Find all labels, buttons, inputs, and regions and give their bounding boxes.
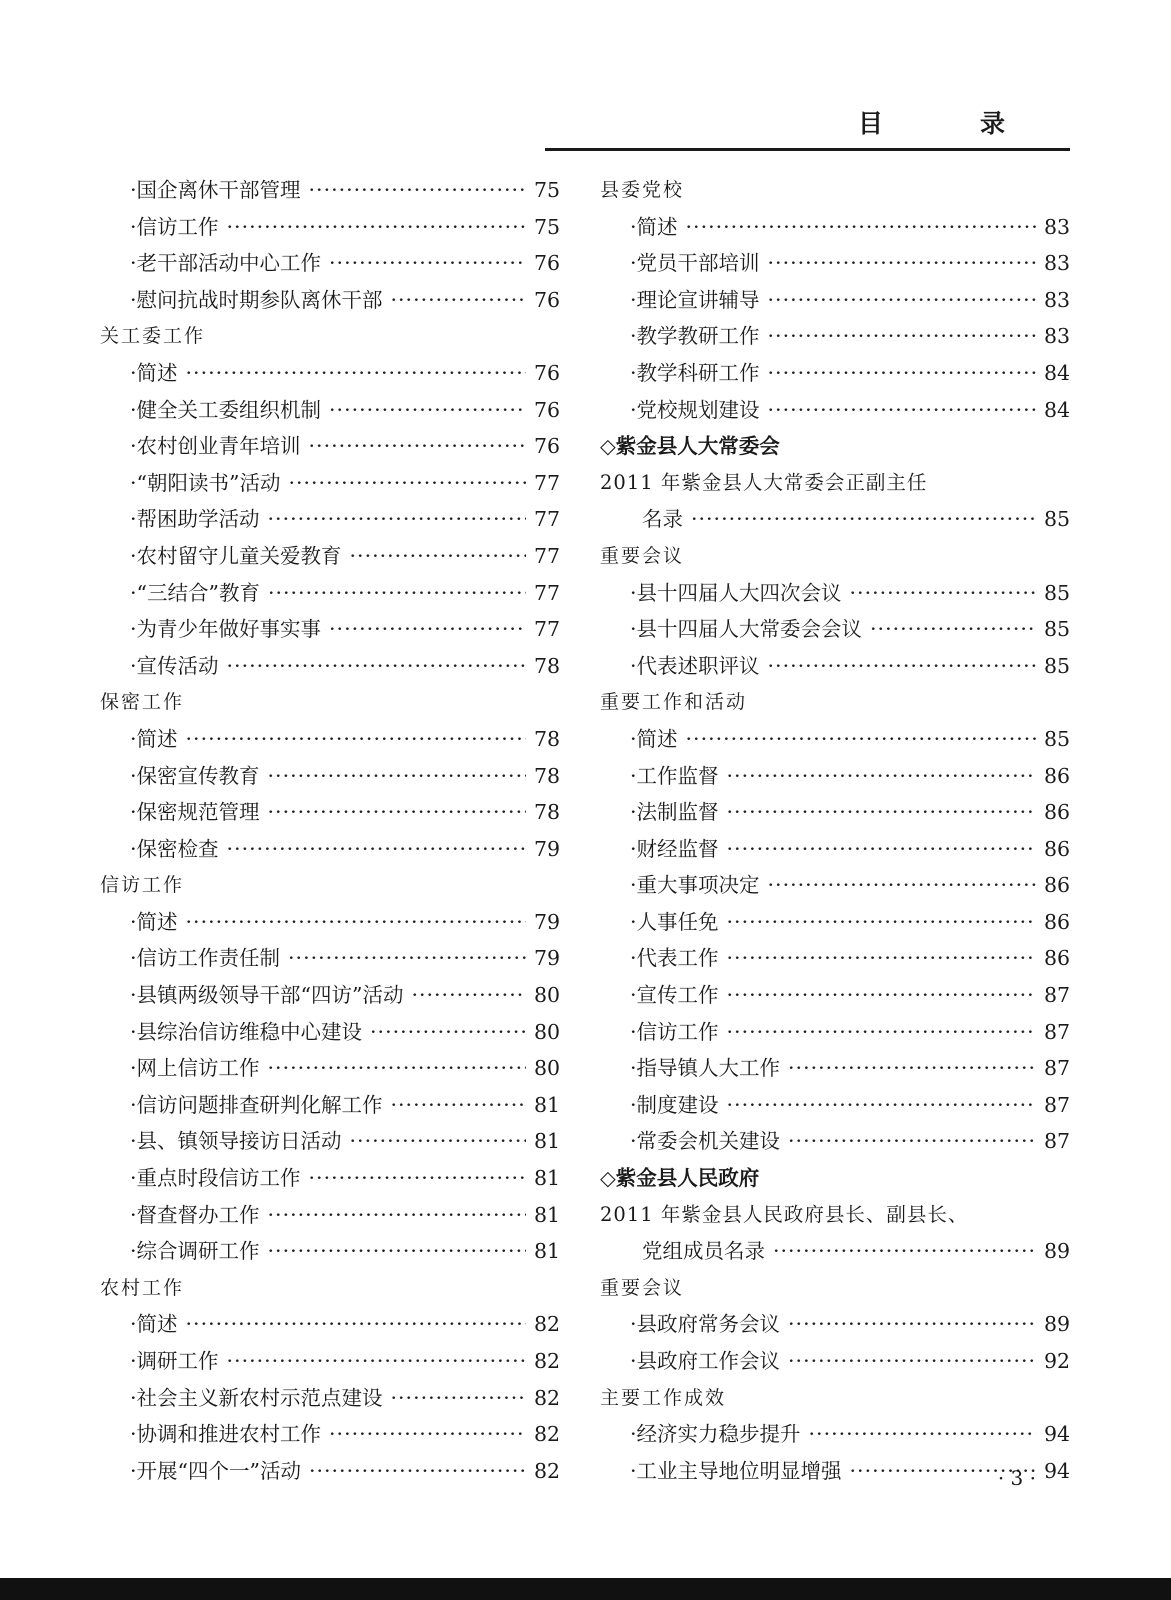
toc-entry-label: ·农村创业青年培训	[130, 434, 301, 459]
toc-page-number: 85	[1044, 507, 1071, 532]
toc-entry	[600, 1343, 1070, 1380]
toc-entry	[100, 282, 560, 319]
toc-entry-label: ·财经监督	[630, 836, 719, 861]
toc-leader-dots	[727, 1087, 1036, 1124]
toc-leader-dots	[768, 355, 1036, 392]
toc-leader-dots	[768, 245, 1036, 282]
toc-entry-label: 名录	[642, 507, 683, 532]
toc-entry-label: ·老干部活动中心工作	[130, 251, 322, 276]
toc-page-number: 77	[534, 507, 561, 532]
toc-entry-label: ·保密宣传教育	[130, 763, 260, 788]
toc-entry	[100, 501, 560, 538]
toc-page-number: 77	[534, 617, 561, 642]
toc-entry-label: ·教学教研工作	[630, 324, 760, 349]
toc-leader-dots	[370, 1014, 526, 1051]
toc-entry	[100, 465, 560, 502]
toc-page-number: 83	[1044, 287, 1071, 312]
toc-leader-dots	[268, 1197, 526, 1234]
toc-entry-label: ·代表工作	[630, 946, 719, 971]
toc-entry	[600, 831, 1070, 868]
toc-leader-dots	[727, 831, 1036, 868]
toc-entry-label: ·县政府常务会议	[630, 1312, 781, 1337]
toc-heading: 重要工作和活动	[600, 691, 748, 714]
toc-leader-dots	[329, 392, 526, 429]
toc-page-number: 86	[1044, 873, 1071, 898]
toc-leader-dots	[268, 1233, 526, 1270]
toc-entry-label: ·简述	[630, 214, 678, 239]
toc-entry-label: ·社会主义新农村示范点建设	[130, 1385, 383, 1410]
toc-leader-dots	[186, 904, 526, 941]
toc-entry	[100, 648, 560, 685]
toc-entry	[100, 1233, 560, 1270]
toc-heading: 县委党校	[600, 179, 685, 201]
toc-heading: 信访工作	[100, 874, 185, 897]
toc-page-number: 80	[534, 983, 561, 1008]
toc-entry-label: ·国企离休干部管理	[130, 178, 301, 202]
toc-entry-label: ·工业主导地位明显增强	[630, 1458, 842, 1483]
toc-leader-dots	[268, 1050, 526, 1087]
toc-leader-dots	[268, 794, 526, 831]
toc-leader-dots	[768, 648, 1036, 685]
toc-heading: 主要工作成效	[600, 1386, 727, 1409]
toc-entry	[600, 904, 1070, 941]
toc-leader-dots	[227, 831, 526, 868]
toc-entry	[600, 1306, 1070, 1343]
toc-page-number: 77	[534, 580, 561, 605]
toc-leader-dots	[350, 538, 526, 575]
toc-leader-dots	[391, 1087, 526, 1124]
toc-entry	[100, 1306, 560, 1343]
toc-page-number: 81	[534, 1092, 561, 1117]
toc-entry-label: ·农村留守儿童关爱教育	[130, 543, 342, 568]
toc-page-number: 79	[534, 909, 561, 934]
toc-page-number: 82	[534, 1312, 561, 1337]
toc-leader-dots	[686, 721, 1036, 758]
toc-heading: 重要会议	[600, 1276, 685, 1299]
toc-entry	[100, 904, 560, 941]
toc-page-number: 77	[534, 470, 561, 495]
toc-entry-label: ·人事任免	[630, 909, 719, 934]
toc-page-number: 86	[1044, 763, 1071, 788]
toc-entry-label: ·指导镇人大工作	[630, 1056, 781, 1081]
toc-entry	[100, 575, 560, 612]
toc-entry	[100, 1343, 560, 1380]
toc-heading: 农村工作	[100, 1276, 185, 1299]
toc-leader-dots	[329, 1416, 526, 1453]
toc-right-column	[600, 172, 1070, 1489]
toc-leader-dots	[288, 465, 526, 502]
toc-leader-dots	[727, 977, 1036, 1014]
toc-leader-dots	[268, 575, 526, 612]
toc-page-number: 80	[534, 1056, 561, 1081]
toc-entry	[600, 282, 1070, 319]
toc-entry	[600, 794, 1070, 831]
toc-page-number: 84	[1044, 397, 1071, 422]
toc-entry-label: ·健全关工委组织机制	[130, 397, 322, 422]
toc-leader-dots	[727, 794, 1036, 831]
toc-page-number: 94	[1044, 1422, 1071, 1447]
toc-leader-dots	[788, 1343, 1036, 1380]
toc-entry-label: ·重大事项决定	[630, 873, 760, 898]
toc-entry	[600, 721, 1070, 758]
toc-heading: 重要会议	[600, 544, 685, 567]
toc-entry	[600, 611, 1070, 648]
toc-leader-dots	[309, 1160, 526, 1197]
toc-page-number: 82	[534, 1422, 561, 1447]
toc-entry	[600, 758, 1070, 795]
toc-entry-label: ·县、镇领导接访日活动	[130, 1129, 342, 1154]
toc-leader-dots	[227, 648, 526, 685]
toc-entry-label: ·县综治信访维稳中心建设	[130, 1019, 363, 1044]
toc-entry-label: ·党校规划建设	[630, 397, 760, 422]
scan-edge-border	[0, 1578, 1171, 1600]
toc-page-number: 82	[534, 1458, 561, 1483]
toc-entry-label: ·综合调研工作	[130, 1239, 260, 1264]
toc-entry	[600, 1416, 1070, 1453]
toc-entry	[100, 758, 560, 795]
toc-entry	[600, 1087, 1070, 1124]
toc-entry-label: ·简述	[130, 1312, 178, 1337]
toc-entry	[600, 501, 1070, 538]
toc-entry	[600, 648, 1070, 685]
toc-entry-label: ·协调和推进农村工作	[130, 1422, 322, 1447]
toc-leader-dots	[186, 721, 526, 758]
toc-entry-label: ·简述	[130, 726, 178, 751]
toc-page-number: 75	[534, 178, 561, 202]
toc-entry-label: ·理论宣讲辅导	[630, 287, 760, 312]
toc-entry-label: ·重点时段信访工作	[130, 1166, 301, 1191]
toc-leader-dots	[773, 1233, 1036, 1270]
toc-entry-label: ·宣传工作	[630, 983, 719, 1008]
toc-leader-dots	[809, 1416, 1036, 1453]
toc-page-number: 79	[534, 946, 561, 971]
toc-entry	[100, 245, 560, 282]
toc-entry	[100, 831, 560, 868]
toc-entry	[600, 867, 1070, 904]
toc-leader-dots	[411, 977, 526, 1014]
toc-leader-dots	[686, 209, 1036, 246]
toc-page-number: 82	[534, 1385, 561, 1410]
toc-leader-dots	[329, 611, 526, 648]
toc-leader-dots	[727, 758, 1036, 795]
toc-page-number: 94	[1044, 1458, 1071, 1483]
toc-page-number: 85	[1044, 617, 1071, 642]
toc-entry-label: ·宣传活动	[130, 653, 219, 678]
toc-page-number: 87	[1044, 983, 1071, 1008]
toc-entry-label: ·简述	[630, 726, 678, 751]
toc-leader-dots	[768, 392, 1036, 429]
toc-entry	[100, 355, 560, 392]
toc-leader-dots	[309, 172, 526, 209]
toc-entry-label: ·保密检查	[130, 836, 219, 861]
toc-entry-label: ·开展“四个一”活动	[130, 1458, 301, 1483]
toc-leader-dots	[788, 1050, 1036, 1087]
toc-entry	[100, 1197, 560, 1234]
toc-page-number: 86	[1044, 946, 1071, 971]
toc-leader-dots	[391, 1380, 526, 1417]
toc-leader-dots	[727, 1014, 1036, 1051]
toc-entry-label: ·网上信访工作	[130, 1056, 260, 1081]
toc-entry	[100, 611, 560, 648]
toc-leader-dots	[870, 611, 1036, 648]
toc-page-number: 78	[534, 653, 561, 678]
toc-entry	[600, 977, 1070, 1014]
toc-page-number: 84	[1044, 360, 1071, 385]
toc-entry	[100, 1050, 560, 1087]
toc-entry	[600, 1123, 1070, 1160]
toc-leader-dots	[788, 1306, 1036, 1343]
toc-page-number: 81	[534, 1239, 561, 1264]
toc-leader-dots	[186, 1306, 526, 1343]
toc-entry	[100, 209, 560, 246]
toc-entry	[600, 1233, 1070, 1270]
toc-leader-dots	[350, 1123, 526, 1160]
toc-entry-label: ·经济实力稳步提升	[630, 1422, 801, 1447]
toc-entry-label: 党组成员名录	[642, 1239, 765, 1264]
toc-page-number: 78	[534, 800, 561, 825]
toc-entry	[100, 794, 560, 831]
page-title: 目 录	[857, 109, 1041, 138]
toc-leader-dots	[288, 940, 526, 977]
toc-leader-dots	[768, 867, 1036, 904]
toc-leader-dots	[309, 428, 526, 465]
toc-heading: 关工委工作	[100, 325, 206, 348]
toc-entry	[600, 355, 1070, 392]
toc-entry-label: ·简述	[130, 909, 178, 934]
toc-entry-label: ·常委会机关建设	[630, 1129, 781, 1154]
toc-entry-label: ·督查督办工作	[130, 1202, 260, 1227]
toc-leader-dots	[768, 282, 1036, 319]
toc-page-number: 76	[534, 287, 561, 312]
toc-leader-dots	[727, 940, 1036, 977]
toc-page-number: 87	[1044, 1092, 1071, 1117]
toc-page-number: 83	[1044, 214, 1071, 239]
toc-entry	[600, 1050, 1070, 1087]
page-number: · 3 ·	[997, 1466, 1036, 1490]
toc-page-number: 85	[1044, 580, 1071, 605]
toc-page-number: 86	[1044, 836, 1071, 861]
toc-section-title: ◇紫金县人大常委会	[600, 434, 780, 459]
toc-entry-label: ·制度建设	[630, 1092, 719, 1117]
toc-entry	[100, 1123, 560, 1160]
toc-entry-label: ·法制监督	[630, 800, 719, 825]
toc-entry	[100, 538, 560, 575]
toc-page-number: 76	[534, 251, 561, 276]
toc-entry	[100, 392, 560, 429]
toc-entry	[100, 1087, 560, 1124]
toc-entry-label: ·为青少年做好事实事	[130, 617, 322, 642]
toc-entry-label: ·“三结合”教育	[130, 580, 260, 605]
toc-entry-label: ·县政府工作会议	[630, 1349, 781, 1373]
toc-entry	[100, 1453, 560, 1490]
toc-leader-dots	[227, 1343, 526, 1380]
toc-page-number: 81	[534, 1202, 561, 1227]
toc-page-number: 86	[1044, 800, 1071, 825]
toc-leader-dots	[850, 575, 1036, 612]
toc-page-number: 83	[1044, 324, 1071, 349]
toc-leader-dots	[788, 1123, 1036, 1160]
toc-page-number: 76	[534, 360, 561, 385]
toc-entry-label: ·教学科研工作	[630, 360, 760, 385]
toc-entry-label: ·县十四届人大常委会会议	[630, 617, 863, 642]
toc-page-number: 75	[534, 214, 561, 239]
toc-entry	[600, 392, 1070, 429]
toc-page-number: 89	[1044, 1312, 1071, 1337]
toc-leader-dots	[227, 209, 526, 246]
toc-entry	[600, 940, 1070, 977]
toc-page-number: 81	[534, 1129, 561, 1154]
toc-entry	[600, 1014, 1070, 1051]
toc-page-number: 80	[534, 1019, 561, 1044]
toc-section-title: ◇紫金县人民政府	[600, 1166, 760, 1191]
toc-entry-label: ·保密规范管理	[130, 800, 260, 825]
toc-page-number: 78	[534, 726, 561, 751]
toc-leader-dots	[391, 282, 526, 319]
toc-heading: 保密工作	[100, 691, 185, 714]
toc-entry-label: ·信访工作	[630, 1019, 719, 1044]
toc-entry	[100, 1160, 560, 1197]
toc-leader-dots	[268, 758, 526, 795]
toc-entry	[100, 1380, 560, 1417]
toc-leader-dots	[329, 245, 526, 282]
toc-entry	[600, 318, 1070, 355]
toc-entry-label: ·慰问抗战时期参队离休干部	[130, 287, 383, 312]
toc-entry-label: ·工作监督	[630, 763, 719, 788]
toc-left-column	[100, 172, 560, 1489]
toc-entry-label: ·代表述职评议	[630, 653, 760, 678]
toc-leader-dots	[186, 355, 526, 392]
toc-entry	[600, 245, 1070, 282]
header-rule	[545, 148, 1070, 151]
toc-page-number: 86	[1044, 909, 1071, 934]
toc-page-number: 87	[1044, 1056, 1071, 1081]
toc-entry	[100, 1014, 560, 1051]
toc-entry-label: ·帮困助学活动	[130, 507, 260, 532]
toc-page-number: 81	[534, 1166, 561, 1191]
toc-page-number: 87	[1044, 1129, 1071, 1154]
toc-page-number: 76	[534, 434, 561, 459]
toc-entry-label: ·“朝阳读书”活动	[130, 470, 281, 495]
toc-leader-dots	[691, 501, 1036, 538]
toc-entry	[100, 1416, 560, 1453]
toc-entry-label: ·调研工作	[130, 1349, 219, 1373]
toc-page-number: 87	[1044, 1019, 1071, 1044]
toc-page-number: 85	[1044, 726, 1071, 751]
toc-entry-label: ·县镇两级领导干部“四访”活动	[130, 983, 404, 1008]
toc-entry	[100, 940, 560, 977]
toc-entry	[600, 575, 1070, 612]
toc-entry-label: ·信访问题排查研判化解工作	[130, 1092, 383, 1117]
toc-entry-text: 2011 年紫金县人大常委会正副主任	[600, 470, 928, 494]
toc-page-number: 83	[1044, 251, 1071, 276]
toc-entry	[100, 172, 560, 209]
toc-page-number: 77	[534, 543, 561, 568]
toc-entry-text: 2011 年紫金县人民政府县长、副县长、	[600, 1202, 969, 1226]
toc-entry-label: ·县十四届人大四次会议	[630, 580, 842, 605]
toc-entry	[100, 721, 560, 758]
toc-page-number: 78	[534, 763, 561, 788]
toc-leader-dots	[727, 904, 1036, 941]
toc-entry-label: ·信访工作责任制	[130, 946, 281, 971]
toc-entry	[600, 209, 1070, 246]
toc-page-number: 92	[1044, 1349, 1071, 1373]
toc-entry-label: ·简述	[130, 360, 178, 385]
toc-entry	[100, 428, 560, 465]
toc-page-number: 85	[1044, 653, 1071, 678]
toc-page-number: 82	[534, 1349, 561, 1373]
toc-entry-label: ·党员干部培训	[630, 251, 760, 276]
toc-leader-dots	[768, 318, 1036, 355]
toc-page-number: 79	[534, 836, 561, 861]
toc-page-number: 76	[534, 397, 561, 422]
toc-page-number: 89	[1044, 1239, 1071, 1264]
toc-entry-label: ·信访工作	[130, 214, 219, 239]
toc-leader-dots	[309, 1453, 526, 1490]
toc-leader-dots	[268, 501, 526, 538]
toc-entry	[100, 977, 560, 1014]
